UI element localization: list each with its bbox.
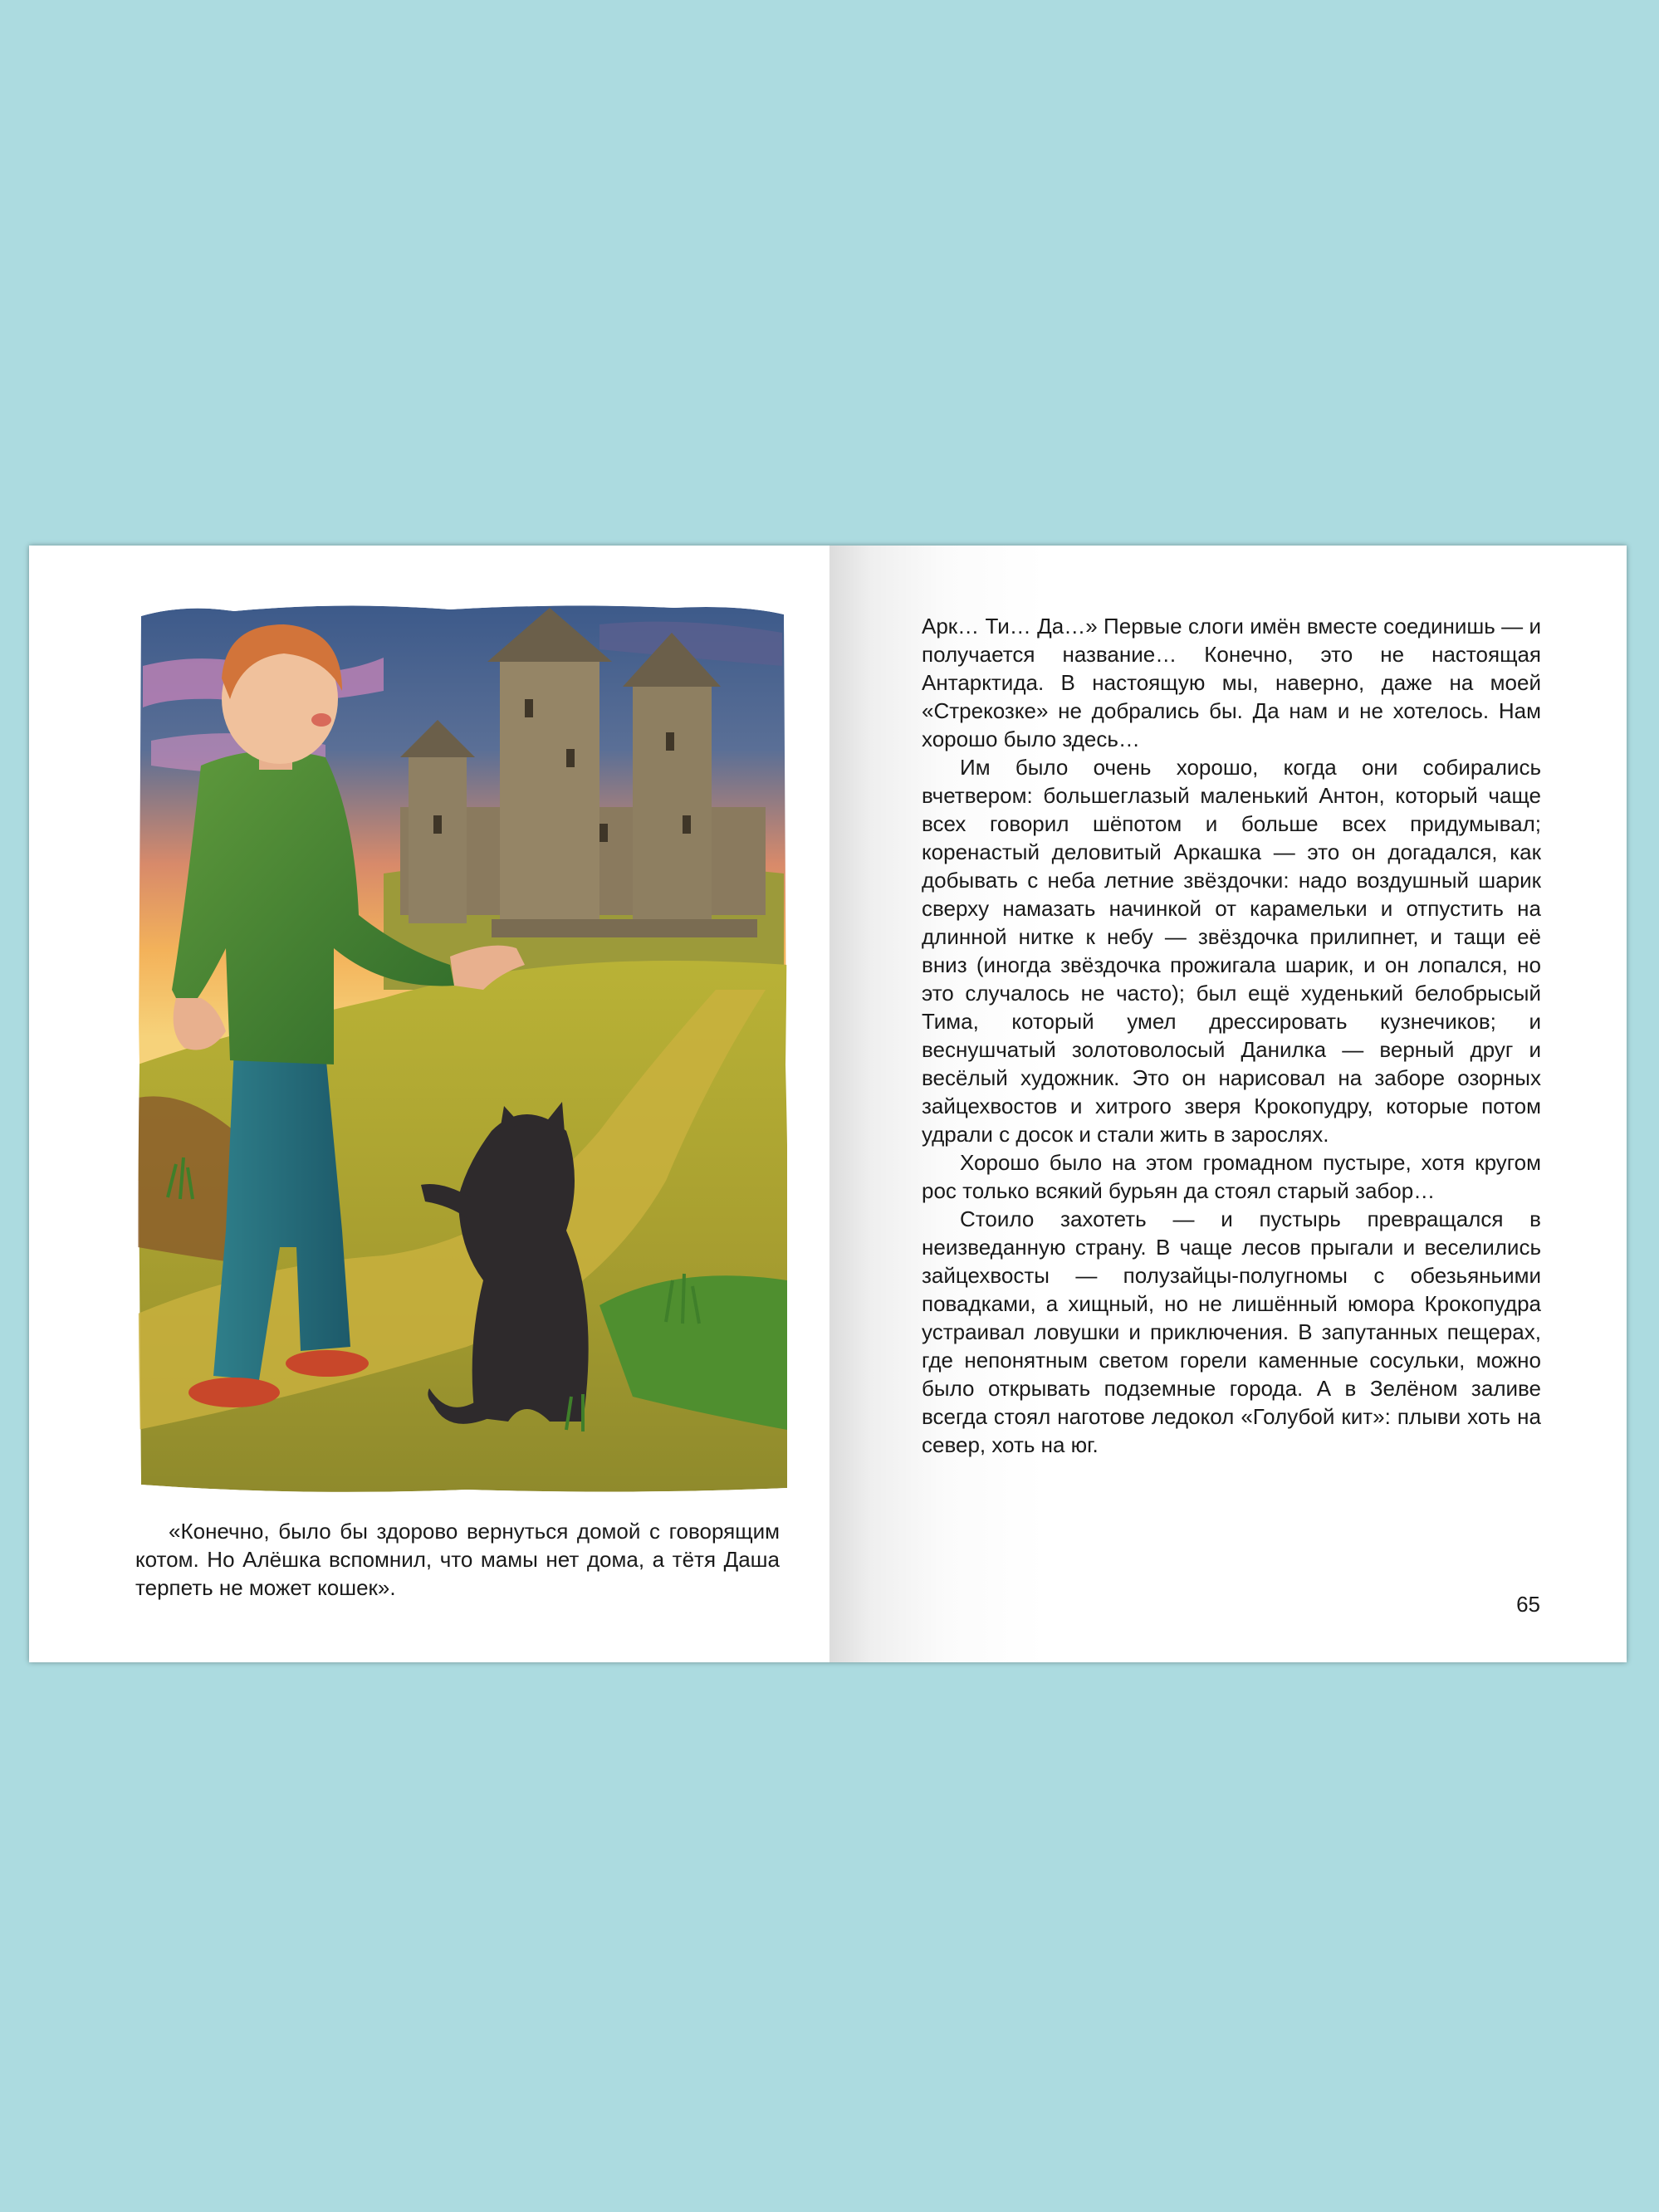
paragraph: Им было очень хорошо, когда они собирались вчетвером: большеглазый маленький Антон, который чаще всех говорил шёпотом и больше всех придумывал; коренастый деловитый Аркашка — это он догадался, как добывать с неба летние звёздочки: надо воздушный шарик сверху намазать начинкой от карамельки и отпустить на длинной нитке к небу — звёздочка прилипнет, и тащи её вниз (иногда звёздочка прожигала шарик, и он лопался, но это случалось не часто); был ещё худенький белобрысый Тима, который умел дрессировать кузнечиков; и веснушчатый золотоволосый Данилка — верный друг и весёлый художник. Это он нарисовал на заборе озорных зайцехвостов и хитрого зверя Крокопудру, которые потом удрали с досок и стали жить в зарослях. [922, 755, 1541, 1147]
paragraph: Арк… Ти… Да…» Первые слоги имён вместе соединишь — и получается название… Конечно, это не настоящая Антарктида. В настоящую мы, наверно, даже на моей «Стрекозке» не добрались бы. Да нам и не хотелось. Нам хорошо было здесь… [922, 614, 1541, 751]
paragraph: Хорошо было на этом громадном пустыре, хотя кругом рос только всякий бурьян да стоял старый забор… [922, 1150, 1541, 1203]
left-page [29, 546, 830, 1662]
paragraph: Стоило захотеть — и пустырь превращался в неизведанную страну. В чаще лесов прыгали и веселились зайцехвосты — полузайцы-полугномы с обезьяньими повадками, а хищный, но не лишённый юмора Крокопудра устраивал ловушки и приключения. В запутанных пещерах, где непонятным светом горели каменные сосульки, можно было открывать подземные города. А в Зелёном заливе всегда стоял наготове ледокол «Голубой кит»: плыви хоть на север, хоть на юг. [922, 1206, 1541, 1457]
book-spread [29, 546, 1627, 1662]
page-number: 65 [1516, 1592, 1540, 1617]
boy-cat-castle-illustration [135, 599, 790, 1496]
story-text [922, 612, 1541, 1459]
illustration-caption: «Конечно, было бы здорово вернуться домой с говорящим котом. Но Алёшка вспомнил, что мамы нет дома, а тётя Даша терпеть не может кошек». [135, 1519, 780, 1600]
